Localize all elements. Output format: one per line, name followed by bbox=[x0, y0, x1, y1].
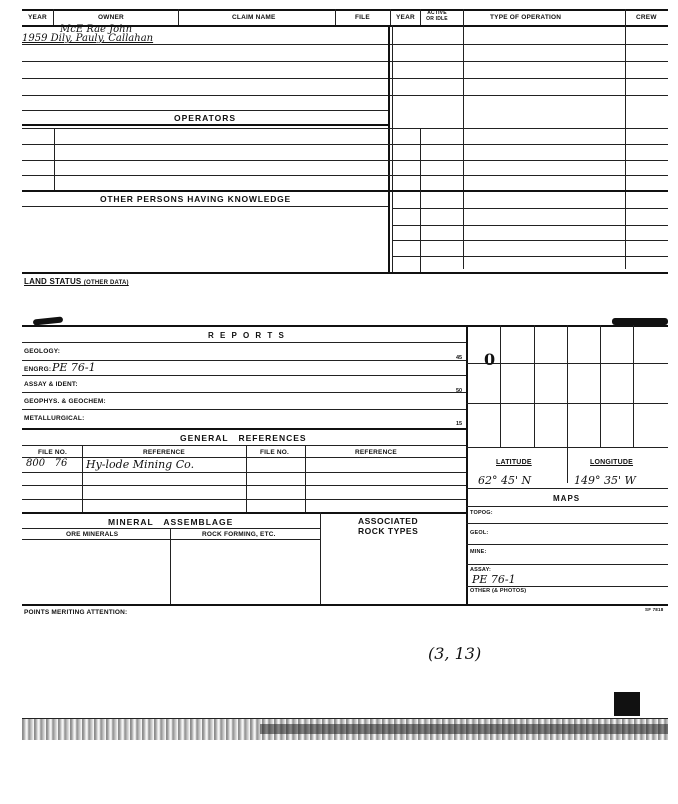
latitude-label: LATITUDE bbox=[496, 459, 532, 466]
header-type-of-operation: TYPE OF OPERATION bbox=[490, 14, 562, 21]
engrg-value: PE 76-1 bbox=[52, 361, 96, 374]
left-frame-right-border bbox=[388, 25, 390, 274]
genref-title-rule bbox=[22, 445, 466, 446]
genref-row1-file: 800 76 bbox=[26, 458, 68, 469]
operators-row bbox=[22, 144, 668, 145]
col-sep-year2 bbox=[420, 9, 421, 25]
col-sep-owner bbox=[178, 9, 179, 25]
scan-black-square bbox=[614, 692, 640, 716]
maps-assay-label: ASSAY: bbox=[470, 567, 492, 573]
grid-row bbox=[466, 403, 668, 404]
mineral-title-rule bbox=[22, 528, 320, 529]
associated-rock-types-line2: ROCK TYPES bbox=[358, 526, 419, 536]
latitude-value: 62° 45' N bbox=[478, 474, 532, 487]
owner-row-line bbox=[22, 78, 668, 79]
latlong-rule bbox=[466, 488, 668, 489]
reports-num-45: 45 bbox=[456, 355, 463, 361]
header-owner: OWNER bbox=[98, 14, 124, 21]
owner-handwritten-line1: McE Rae John bbox=[60, 24, 133, 35]
maps-assay-rule bbox=[466, 586, 668, 587]
longitude-value: 149° 35' W bbox=[574, 474, 636, 487]
genref-row1-reference: Hy-lode Mining Co. bbox=[86, 458, 195, 471]
operators-row bbox=[22, 160, 668, 161]
metallurgical-label: METALLURGICAL: bbox=[24, 415, 85, 422]
geophys-label: GEOPHYS. & GEOCHEM: bbox=[24, 398, 106, 405]
page-reference-handwritten: (3, 13) bbox=[428, 644, 482, 663]
right-row bbox=[392, 240, 668, 241]
grid-row bbox=[466, 363, 668, 364]
engrg-label: ENGRG: bbox=[24, 366, 52, 373]
right-row bbox=[392, 256, 668, 257]
other-persons-title: OTHER PERSONS HAVING KNOWLEDGE bbox=[100, 194, 292, 204]
owner-handwritten-line2: 1959 Dily, Pauly, Callahan bbox=[22, 33, 154, 44]
geology-label: GEOLOGY: bbox=[24, 348, 61, 355]
land-status-title: LAND STATUS bbox=[24, 277, 82, 286]
header-year-2: YEAR bbox=[396, 14, 415, 21]
header-file: FILE bbox=[355, 14, 370, 21]
col-sep-active bbox=[463, 9, 464, 269]
general-references-title: GENERAL REFERENCES bbox=[180, 433, 307, 443]
scan-noise-streak bbox=[260, 724, 668, 734]
header-year: YEAR bbox=[28, 14, 47, 21]
genref-col bbox=[305, 445, 306, 513]
maps-title-rule bbox=[466, 506, 668, 507]
maps-assay-value: PE 76-1 bbox=[472, 573, 516, 586]
operators-row bbox=[22, 175, 668, 176]
genref-col bbox=[246, 445, 247, 513]
maps-mine-rule bbox=[466, 564, 668, 565]
grid-col bbox=[567, 325, 568, 483]
maps-topog-label: TOPOG: bbox=[470, 510, 493, 516]
rock-forming-label: ROCK FORMING, ETC. bbox=[202, 531, 276, 538]
grid-handwritten-mark: 0 bbox=[484, 350, 496, 369]
grid-col bbox=[534, 325, 535, 447]
maps-other-label: OTHER (& PHOTOS) bbox=[470, 588, 527, 594]
maps-title: MAPS bbox=[553, 494, 581, 503]
mineral-header-rule bbox=[22, 539, 320, 540]
operators-top-rule bbox=[22, 110, 388, 111]
genref-row bbox=[22, 472, 466, 473]
mineral-assemblage-title: MINERAL ASSEMBLAGE bbox=[108, 517, 234, 527]
right-row bbox=[392, 208, 668, 209]
operators-title-rule-2 bbox=[22, 128, 668, 129]
associated-rock-types-line1: ASSOCIATED bbox=[358, 516, 419, 526]
genref-row bbox=[22, 499, 466, 500]
owner-row-line bbox=[22, 61, 668, 62]
genref-row bbox=[22, 485, 466, 486]
assay-rule bbox=[22, 392, 466, 393]
col-sep-year bbox=[53, 9, 54, 25]
reports-num-50: 50 bbox=[456, 388, 463, 394]
right-year-col bbox=[420, 128, 421, 273]
col-sep-claim bbox=[335, 9, 336, 25]
maps-geol-rule bbox=[466, 544, 668, 545]
left-frame-right-border-inner bbox=[392, 25, 393, 274]
points-meriting-attention: POINTS MERITING ATTENTION: bbox=[24, 609, 128, 616]
genref-reference-label: REFERENCE bbox=[143, 449, 185, 456]
col-sep-file bbox=[390, 9, 391, 25]
mineral-col-sep bbox=[170, 528, 171, 604]
grid-col bbox=[500, 325, 501, 447]
engrg-rule bbox=[22, 375, 466, 376]
ore-minerals-label: ORE MINERALS bbox=[66, 531, 119, 538]
genref-reference-label-2: REFERENCE bbox=[355, 449, 397, 456]
reports-right-border bbox=[466, 325, 468, 605]
reports-top-rule bbox=[22, 325, 668, 327]
form-number: SF 7818 bbox=[645, 607, 664, 612]
other-persons-title-rule bbox=[22, 206, 388, 207]
maps-geol-label: GEOL: bbox=[470, 530, 489, 536]
reports-title: R E P O R T S bbox=[208, 331, 286, 340]
col-sep-type bbox=[625, 9, 626, 269]
scan-noise-line bbox=[22, 718, 668, 719]
form-top-border bbox=[22, 9, 668, 11]
right-row bbox=[392, 225, 668, 226]
metallurgical-rule bbox=[22, 428, 466, 430]
genref-file-no-label: FILE NO. bbox=[38, 449, 68, 456]
maps-mine-label: MINE: bbox=[470, 549, 487, 555]
grid-col bbox=[600, 325, 601, 447]
scan-smudge-right bbox=[612, 318, 668, 325]
header-claim-name: CLAIM NAME bbox=[232, 14, 276, 21]
owner-row-line bbox=[22, 44, 668, 45]
section-bottom-rule bbox=[22, 272, 668, 274]
land-status-label bbox=[24, 277, 129, 286]
land-status-sub: (OTHER DATA) bbox=[83, 280, 129, 286]
geophys-rule bbox=[22, 409, 466, 410]
operators-left-col bbox=[54, 128, 55, 190]
grid-col bbox=[633, 325, 634, 447]
reports-title-rule bbox=[22, 342, 466, 343]
longitude-label: LONGITUDE bbox=[590, 459, 634, 466]
genref-file-no-label-2: FILE NO. bbox=[260, 449, 290, 456]
grid-row bbox=[466, 447, 668, 448]
operators-title-rule bbox=[22, 124, 388, 126]
form-bottom-rule bbox=[22, 604, 668, 606]
operators-bottom-rule bbox=[22, 190, 668, 192]
reports-num-15: 15 bbox=[456, 421, 463, 427]
assay-label: ASSAY & IDENT: bbox=[24, 381, 78, 388]
header-active-or-idle: ACTIVE OR IDLE bbox=[426, 10, 448, 22]
genref-col bbox=[82, 445, 83, 513]
owner-row-line bbox=[22, 95, 668, 96]
genref-bottom-rule bbox=[22, 512, 466, 514]
maps-topog-rule bbox=[466, 523, 668, 524]
header-crew: CREW bbox=[636, 14, 657, 21]
operators-title: OPERATORS bbox=[174, 113, 237, 123]
mineral-associated-sep bbox=[320, 512, 321, 604]
